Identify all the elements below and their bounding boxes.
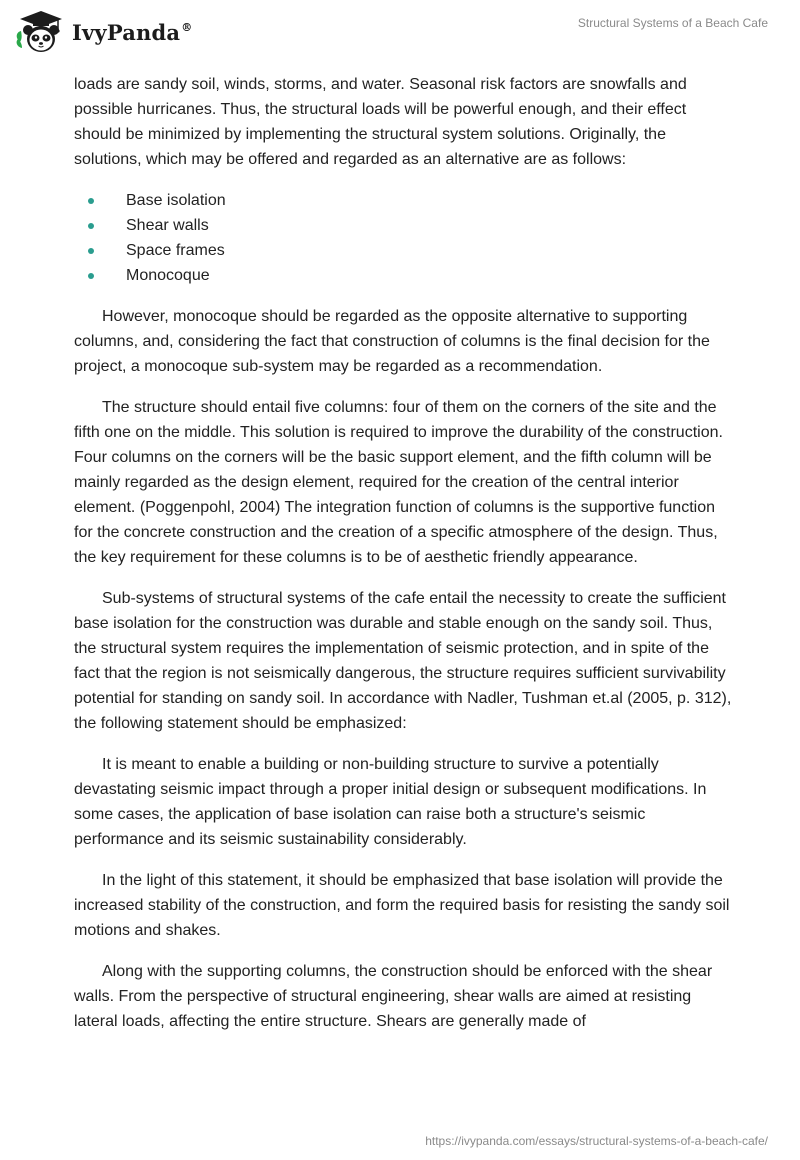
bullet-icon [88,273,94,279]
paragraph: However, monocoque should be regarded as the opposite alternative to supporting columns, and, considering the fact that construction of columns is the final decision for the project, a monocoque sub-system may be regarded as a recommendation. [74,308,710,375]
source-url[interactable]: https://ivypanda.com/essays/structural-systems-of-a-beach-cafe/ [425,1134,768,1148]
paragraph: Along with the supporting columns, the construction should be enforced with the shear walls. From the perspective of structural engineering, shear walls are aimed at resisting lateral loads, affecting the entire structure. Shears are generally made of [74,963,713,1030]
list-item: Monocoque [74,263,734,288]
paragraph: Sub-systems of structural systems of the cafe entail the necessity to create the sufficient base isolation for the construction was durable and stable enough on the sandy soil. Thus, the structural system requires the implementation of seismic protection, and in spite of the fact that the region is not seismically dangerous, the structure requires sufficient survivability potential for standing on sandy soil. In accordance with Nadler, Tushman et.al (2005, p. 312), the following statement should be emphasized: [74,590,732,732]
bullet-icon [88,248,94,254]
brand-name: IvyPanda® [72,19,193,45]
block-quote: It is meant to enable a building or non-building structure to survive a potentially devastating seismic impact through a proper initial design or subsequent modifications. In some cases, the application of base isolation can raise both a structure's seismic performance and its seismic sustainability considerably. [74,756,707,848]
page-header [0,0,800,62]
intro-paragraph: loads are sandy soil, winds, storms, and water. Seasonal risk factors are snowfalls and possible hurricanes. Thus, the structural loads will be powerful enough, and their effect should be minimized by implementing the structural system solutions. Originally, the solutions, which may be offered and regarded as an alternative are as follows: [74,76,687,168]
list-item: Shear walls [74,213,734,238]
paragraph: The structure should entail five columns: four of them on the corners of the site and the fifth one on the middle. This solution is required to improve the durability of the construction. Four columns on the corners will be the basic support element, and the fifth column will be mainly regarded as the design element, required for the creation of the central interior element. (Poggenpohl, 2004) The integration function of columns is the supportive function for the concrete construction and the creation of a specific atmosphere of the design. Thus, the key requirement for these columns is to be of aesthetic friendly appearance. [74,399,723,566]
list-item: Base isolation [74,188,734,213]
solutions-list [74,188,734,288]
bullet-icon [88,223,94,229]
paragraph: In the light of this statement, it should be emphasized that base isolation will provide the increased stability of the construction, and form the required basis for resisting the sandy soil motions and shakes. [74,872,730,939]
bullet-icon [88,198,94,204]
list-item: Space frames [74,238,734,263]
panda-graduate-icon [14,8,68,56]
document-title: Structural Systems of a Beach Cafe [577,16,768,30]
ivypanda-logo[interactable] [14,8,192,56]
essay-body [74,72,734,1050]
